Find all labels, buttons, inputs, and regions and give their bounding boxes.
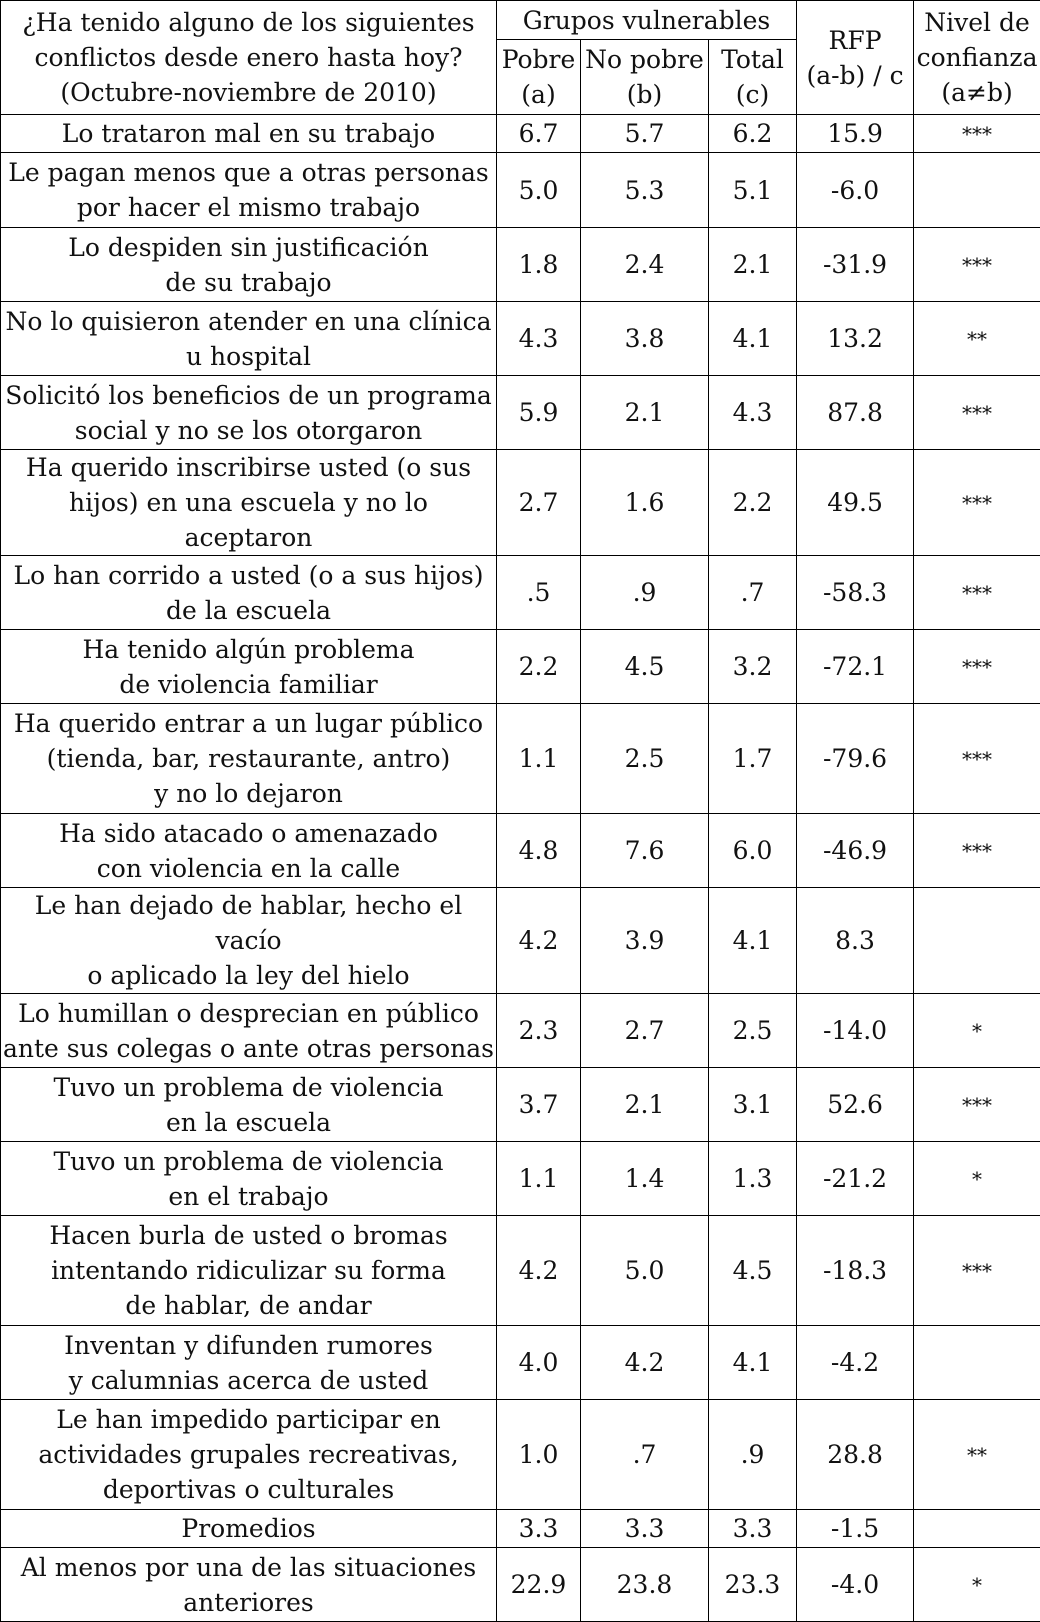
significance-stars: *** bbox=[914, 450, 1040, 556]
poor-value: 4.2 bbox=[497, 888, 581, 994]
table-row bbox=[1, 1326, 1040, 1400]
table-row bbox=[1, 814, 1040, 888]
significance-stars: ** bbox=[914, 302, 1040, 376]
table-row bbox=[1, 1216, 1040, 1326]
table-header bbox=[1, 1, 1040, 115]
significance-stars: * bbox=[914, 1548, 1040, 1622]
total-value: 2.2 bbox=[709, 450, 797, 556]
poor-value: 1.1 bbox=[497, 1142, 581, 1216]
rfp-header: RFP (a-b) / c bbox=[797, 1, 914, 115]
not-poor-value: 5.3 bbox=[581, 153, 709, 228]
poor-value: 4.3 bbox=[497, 302, 581, 376]
not-poor-value: 3.8 bbox=[581, 302, 709, 376]
poor-value: 2.2 bbox=[497, 630, 581, 704]
poor-value: 3.3 bbox=[497, 1510, 581, 1548]
total-value: 4.3 bbox=[709, 376, 797, 450]
not-poor-value: 2.4 bbox=[581, 228, 709, 302]
poor-value: 3.7 bbox=[497, 1068, 581, 1142]
total-value: 6.2 bbox=[709, 115, 797, 153]
total-value: 4.5 bbox=[709, 1216, 797, 1326]
rfp-value: -14.0 bbox=[797, 994, 914, 1068]
row-label: Al menos por una de las situaciones anteriores bbox=[1, 1548, 497, 1622]
table-row bbox=[1, 153, 1040, 228]
question-header: ¿Ha tenido alguno de los siguientes conflictos desde enero hasta hoy? (Octubre-noviembre de 2010) bbox=[1, 1, 497, 115]
row-label: Tuvo un problema de violencia en el trabajo bbox=[1, 1142, 497, 1216]
not-poor-value: 2.1 bbox=[581, 376, 709, 450]
row-label: Lo despiden sin justificación de su trabajo bbox=[1, 228, 497, 302]
rfp-value: -18.3 bbox=[797, 1216, 914, 1326]
significance-stars bbox=[914, 1510, 1040, 1548]
rfp-value: -4.2 bbox=[797, 1326, 914, 1400]
row-label: Lo trataron mal en su trabajo bbox=[1, 115, 497, 153]
rfp-value: -4.0 bbox=[797, 1548, 914, 1622]
row-label: Promedios bbox=[1, 1510, 497, 1548]
poor-header: Pobre (a) bbox=[497, 40, 581, 115]
table-row bbox=[1, 450, 1040, 556]
vulnerable-groups-header: Grupos vulnerables bbox=[497, 1, 797, 40]
not-poor-value: 7.6 bbox=[581, 814, 709, 888]
table-body bbox=[1, 115, 1040, 1622]
table-row bbox=[1, 704, 1040, 814]
table-row bbox=[1, 556, 1040, 630]
rfp-value: -6.0 bbox=[797, 153, 914, 228]
total-header: Total (c) bbox=[709, 40, 797, 115]
not-poor-value: 3.3 bbox=[581, 1510, 709, 1548]
row-label: No lo quisieron atender en una clínica u hospital bbox=[1, 302, 497, 376]
significance-stars: * bbox=[914, 1142, 1040, 1216]
total-value: 3.1 bbox=[709, 1068, 797, 1142]
table-row bbox=[1, 302, 1040, 376]
table-row bbox=[1, 1510, 1040, 1548]
significance-stars: *** bbox=[914, 704, 1040, 814]
row-label: Lo humillan o desprecian en público ante sus colegas o ante otras personas bbox=[1, 994, 497, 1068]
poor-value: 5.9 bbox=[497, 376, 581, 450]
rfp-value: -1.5 bbox=[797, 1510, 914, 1548]
row-label: Ha sido atacado o amenazado con violencia en la calle bbox=[1, 814, 497, 888]
table-row bbox=[1, 888, 1040, 994]
not-poor-value: 3.9 bbox=[581, 888, 709, 994]
poor-value: 1.1 bbox=[497, 704, 581, 814]
row-label: Inventan y difunden rumores y calumnias acerca de usted bbox=[1, 1326, 497, 1400]
significance-stars bbox=[914, 153, 1040, 228]
table-row bbox=[1, 376, 1040, 450]
significance-stars: *** bbox=[914, 228, 1040, 302]
total-value: 3.2 bbox=[709, 630, 797, 704]
poor-value: 4.8 bbox=[497, 814, 581, 888]
rfp-value: -79.6 bbox=[797, 704, 914, 814]
significance-stars: *** bbox=[914, 1068, 1040, 1142]
total-value: 2.1 bbox=[709, 228, 797, 302]
table-row bbox=[1, 1548, 1040, 1622]
total-value: 1.7 bbox=[709, 704, 797, 814]
not-poor-value: 4.5 bbox=[581, 630, 709, 704]
rfp-value: 8.3 bbox=[797, 888, 914, 994]
confidence-header: Nivel de confianza (a≠b) bbox=[914, 1, 1040, 115]
poor-value: 4.0 bbox=[497, 1326, 581, 1400]
not-poor-value: 2.7 bbox=[581, 994, 709, 1068]
poor-value: .5 bbox=[497, 556, 581, 630]
significance-stars: *** bbox=[914, 630, 1040, 704]
row-label: Tuvo un problema de violencia en la escuela bbox=[1, 1068, 497, 1142]
row-label: Le han impedido participar en actividades grupales recreativas, deportivas o culturales bbox=[1, 1400, 497, 1510]
not-poor-value: .9 bbox=[581, 556, 709, 630]
not-poor-value: .7 bbox=[581, 1400, 709, 1510]
significance-stars: ** bbox=[914, 1400, 1040, 1510]
not-poor-value: 2.1 bbox=[581, 1068, 709, 1142]
not-poor-value: 23.8 bbox=[581, 1548, 709, 1622]
row-label: Lo han corrido a usted (o a sus hijos) de la escuela bbox=[1, 556, 497, 630]
poor-value: 1.8 bbox=[497, 228, 581, 302]
table-row bbox=[1, 228, 1040, 302]
significance-stars: *** bbox=[914, 814, 1040, 888]
rfp-value: -21.2 bbox=[797, 1142, 914, 1216]
rfp-value: -72.1 bbox=[797, 630, 914, 704]
rfp-value: -58.3 bbox=[797, 556, 914, 630]
poor-value: 2.3 bbox=[497, 994, 581, 1068]
total-value: 23.3 bbox=[709, 1548, 797, 1622]
significance-stars: *** bbox=[914, 376, 1040, 450]
rfp-value: -46.9 bbox=[797, 814, 914, 888]
total-value: 1.3 bbox=[709, 1142, 797, 1216]
rfp-value: 49.5 bbox=[797, 450, 914, 556]
table-row bbox=[1, 630, 1040, 704]
table-row bbox=[1, 115, 1040, 153]
total-value: 4.1 bbox=[709, 302, 797, 376]
not-poor-value: 5.0 bbox=[581, 1216, 709, 1326]
rfp-value: 52.6 bbox=[797, 1068, 914, 1142]
poor-value: 4.2 bbox=[497, 1216, 581, 1326]
poor-value: 6.7 bbox=[497, 115, 581, 153]
rfp-value: 13.2 bbox=[797, 302, 914, 376]
table-row bbox=[1, 994, 1040, 1068]
table-row bbox=[1, 1400, 1040, 1510]
poor-value: 5.0 bbox=[497, 153, 581, 228]
total-value: .7 bbox=[709, 556, 797, 630]
row-label: Solicitó los beneficios de un programa social y no se los otorgaron bbox=[1, 376, 497, 450]
total-value: 4.1 bbox=[709, 1326, 797, 1400]
significance-stars: *** bbox=[914, 115, 1040, 153]
significance-stars: *** bbox=[914, 556, 1040, 630]
table-row bbox=[1, 1142, 1040, 1216]
not-poor-value: 2.5 bbox=[581, 704, 709, 814]
row-label: Le pagan menos que a otras personas por hacer el mismo trabajo bbox=[1, 153, 497, 228]
significance-stars bbox=[914, 888, 1040, 994]
rfp-value: 87.8 bbox=[797, 376, 914, 450]
not-poor-value: 1.6 bbox=[581, 450, 709, 556]
significance-stars: * bbox=[914, 994, 1040, 1068]
total-value: 4.1 bbox=[709, 888, 797, 994]
total-value: 3.3 bbox=[709, 1510, 797, 1548]
row-label: Ha tenido algún problema de violencia familiar bbox=[1, 630, 497, 704]
row-label: Ha querido inscribirse usted (o sus hijos) en una escuela y no lo aceptaron bbox=[1, 450, 497, 556]
significance-stars: *** bbox=[914, 1216, 1040, 1326]
poor-value: 22.9 bbox=[497, 1548, 581, 1622]
rfp-value: 15.9 bbox=[797, 115, 914, 153]
row-label: Ha querido entrar a un lugar público (tienda, bar, restaurante, antro) y no lo dejaron bbox=[1, 704, 497, 814]
rfp-value: -31.9 bbox=[797, 228, 914, 302]
row-label: Le han dejado de hablar, hecho el vacío o aplicado la ley del hielo bbox=[1, 888, 497, 994]
row-label: Hacen burla de usted o bromas intentando ridiculizar su forma de hablar, de andar bbox=[1, 1216, 497, 1326]
poor-value: 2.7 bbox=[497, 450, 581, 556]
not-poor-value: 1.4 bbox=[581, 1142, 709, 1216]
not-poor-value: 5.7 bbox=[581, 115, 709, 153]
total-value: 6.0 bbox=[709, 814, 797, 888]
not-poor-value: 4.2 bbox=[581, 1326, 709, 1400]
poor-value: 1.0 bbox=[497, 1400, 581, 1510]
rfp-value: 28.8 bbox=[797, 1400, 914, 1510]
total-value: 2.5 bbox=[709, 994, 797, 1068]
table-row bbox=[1, 1068, 1040, 1142]
total-value: .9 bbox=[709, 1400, 797, 1510]
not-poor-header: No pobre (b) bbox=[581, 40, 709, 115]
significance-stars bbox=[914, 1326, 1040, 1400]
total-value: 5.1 bbox=[709, 153, 797, 228]
